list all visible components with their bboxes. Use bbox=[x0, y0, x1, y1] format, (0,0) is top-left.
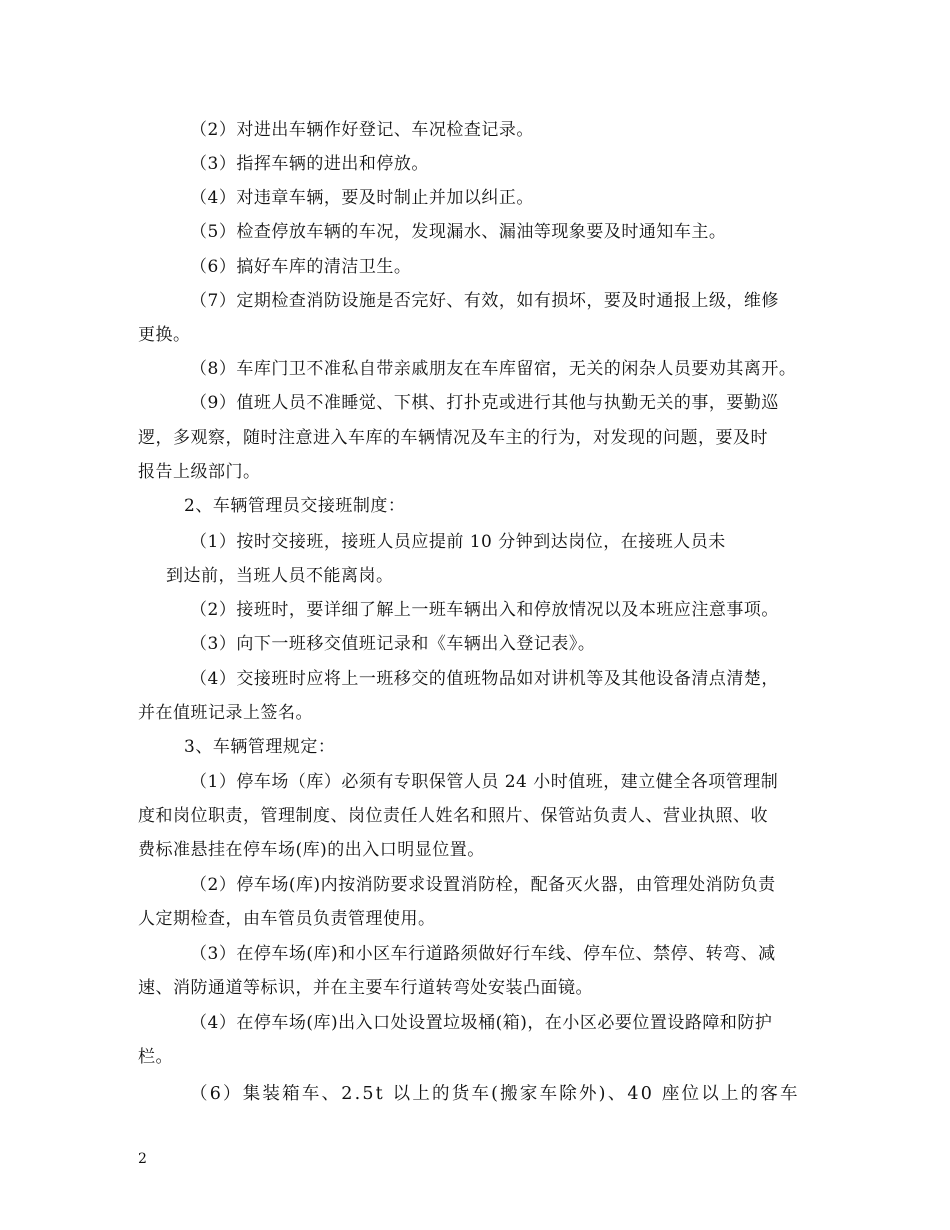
section-heading: 3、车辆管理规定： bbox=[184, 737, 336, 757]
paragraph-line: 人定期检查，由车管员负责管理使用。 bbox=[138, 909, 436, 929]
paragraph-line: （5）检查停放车辆的车况，发现漏水、漏油等现象要及时通知车主。 bbox=[190, 222, 727, 242]
paragraph-line: （8）车库门卫不准私自带亲戚朋友在车库留宿，无关的闲杂人员要劝其离开。 bbox=[190, 359, 797, 379]
paragraph-line: 速、消防通道等标识，并在主要车行道转弯处安装凸面镜。 bbox=[138, 978, 593, 998]
paragraph-line: （3）指挥车辆的进出和停放。 bbox=[190, 154, 429, 174]
paragraph-line: （3）向下一班移交值班记录和《车辆出入登记表》。 bbox=[190, 634, 596, 654]
paragraph-line: （6）集装箱车、2.5t 以上的货车(搬家车除外)、40 座位以上的客车 bbox=[190, 1084, 800, 1104]
paragraph-line: （7）定期检查消防设施是否完好、有效，如有损坏，要及时通报上级，维修 bbox=[190, 291, 779, 311]
paragraph-line: 到达前，当班人员不能离岗。 bbox=[166, 566, 394, 586]
section-heading: 2、车辆管理员交接班制度： bbox=[184, 496, 406, 516]
paragraph-line: 并在值班记录上签名。 bbox=[138, 703, 313, 723]
page-number: 2 bbox=[138, 1151, 147, 1167]
paragraph-line: 栏。 bbox=[138, 1047, 173, 1067]
paragraph-line: 逻，多观察，随时注意进入车库的车辆情况及车主的行为，对发现的问题，要及时 bbox=[138, 428, 768, 448]
paragraph-line: （3）在停车场(库)和小区车行道路须做好行车线、停车位、禁停、转弯、减 bbox=[190, 944, 776, 964]
paragraph-line: （2）停车场(库)内按消防要求设置消防栓，配备灭火器，由管理处消防负责 bbox=[190, 875, 776, 895]
paragraph-line: （2）接班时，要详细了解上一班车辆出入和停放情况以及本班应注意事项。 bbox=[190, 600, 779, 620]
paragraph-line: 更换。 bbox=[138, 325, 191, 345]
paragraph-line: 费标准悬挂在停车场(库)的出入口明显位置。 bbox=[138, 840, 485, 860]
paragraph-line: （4）交接班时应将上一班移交的值班物品如对讲机等及其他设备清点清楚， bbox=[190, 669, 779, 689]
paragraph-line: （9）值班人员不准睡觉、下棋、打扑克或进行其他与执勤无关的事，要勤巡 bbox=[190, 393, 779, 413]
paragraph-line: （1）按时交接班，接班人员应提前 10 分钟到达岗位，在接班人员未 bbox=[190, 532, 726, 552]
paragraph-line: （4）在停车场(库)出入口处设置垃圾桶(箱)，在小区必要位置设路障和防护 bbox=[190, 1013, 773, 1033]
paragraph-line: （6）搞好车库的清洁卫生。 bbox=[190, 257, 412, 277]
paragraph-line: （1）停车场（库）必须有专职保管人员 24 小时值班，建立健全各项管理制 bbox=[190, 772, 779, 792]
paragraph-line: （2）对进出车辆作好登记、车况检查记录。 bbox=[190, 120, 534, 140]
paragraph-line: 报告上级部门。 bbox=[138, 462, 261, 482]
paragraph-line: 度和岗位职责，管理制度、岗位责任人姓名和照片、保管站负责人、营业执照、收 bbox=[138, 806, 768, 826]
paragraph-line: （4）对违章车辆，要及时制止并加以纠正。 bbox=[190, 188, 534, 208]
